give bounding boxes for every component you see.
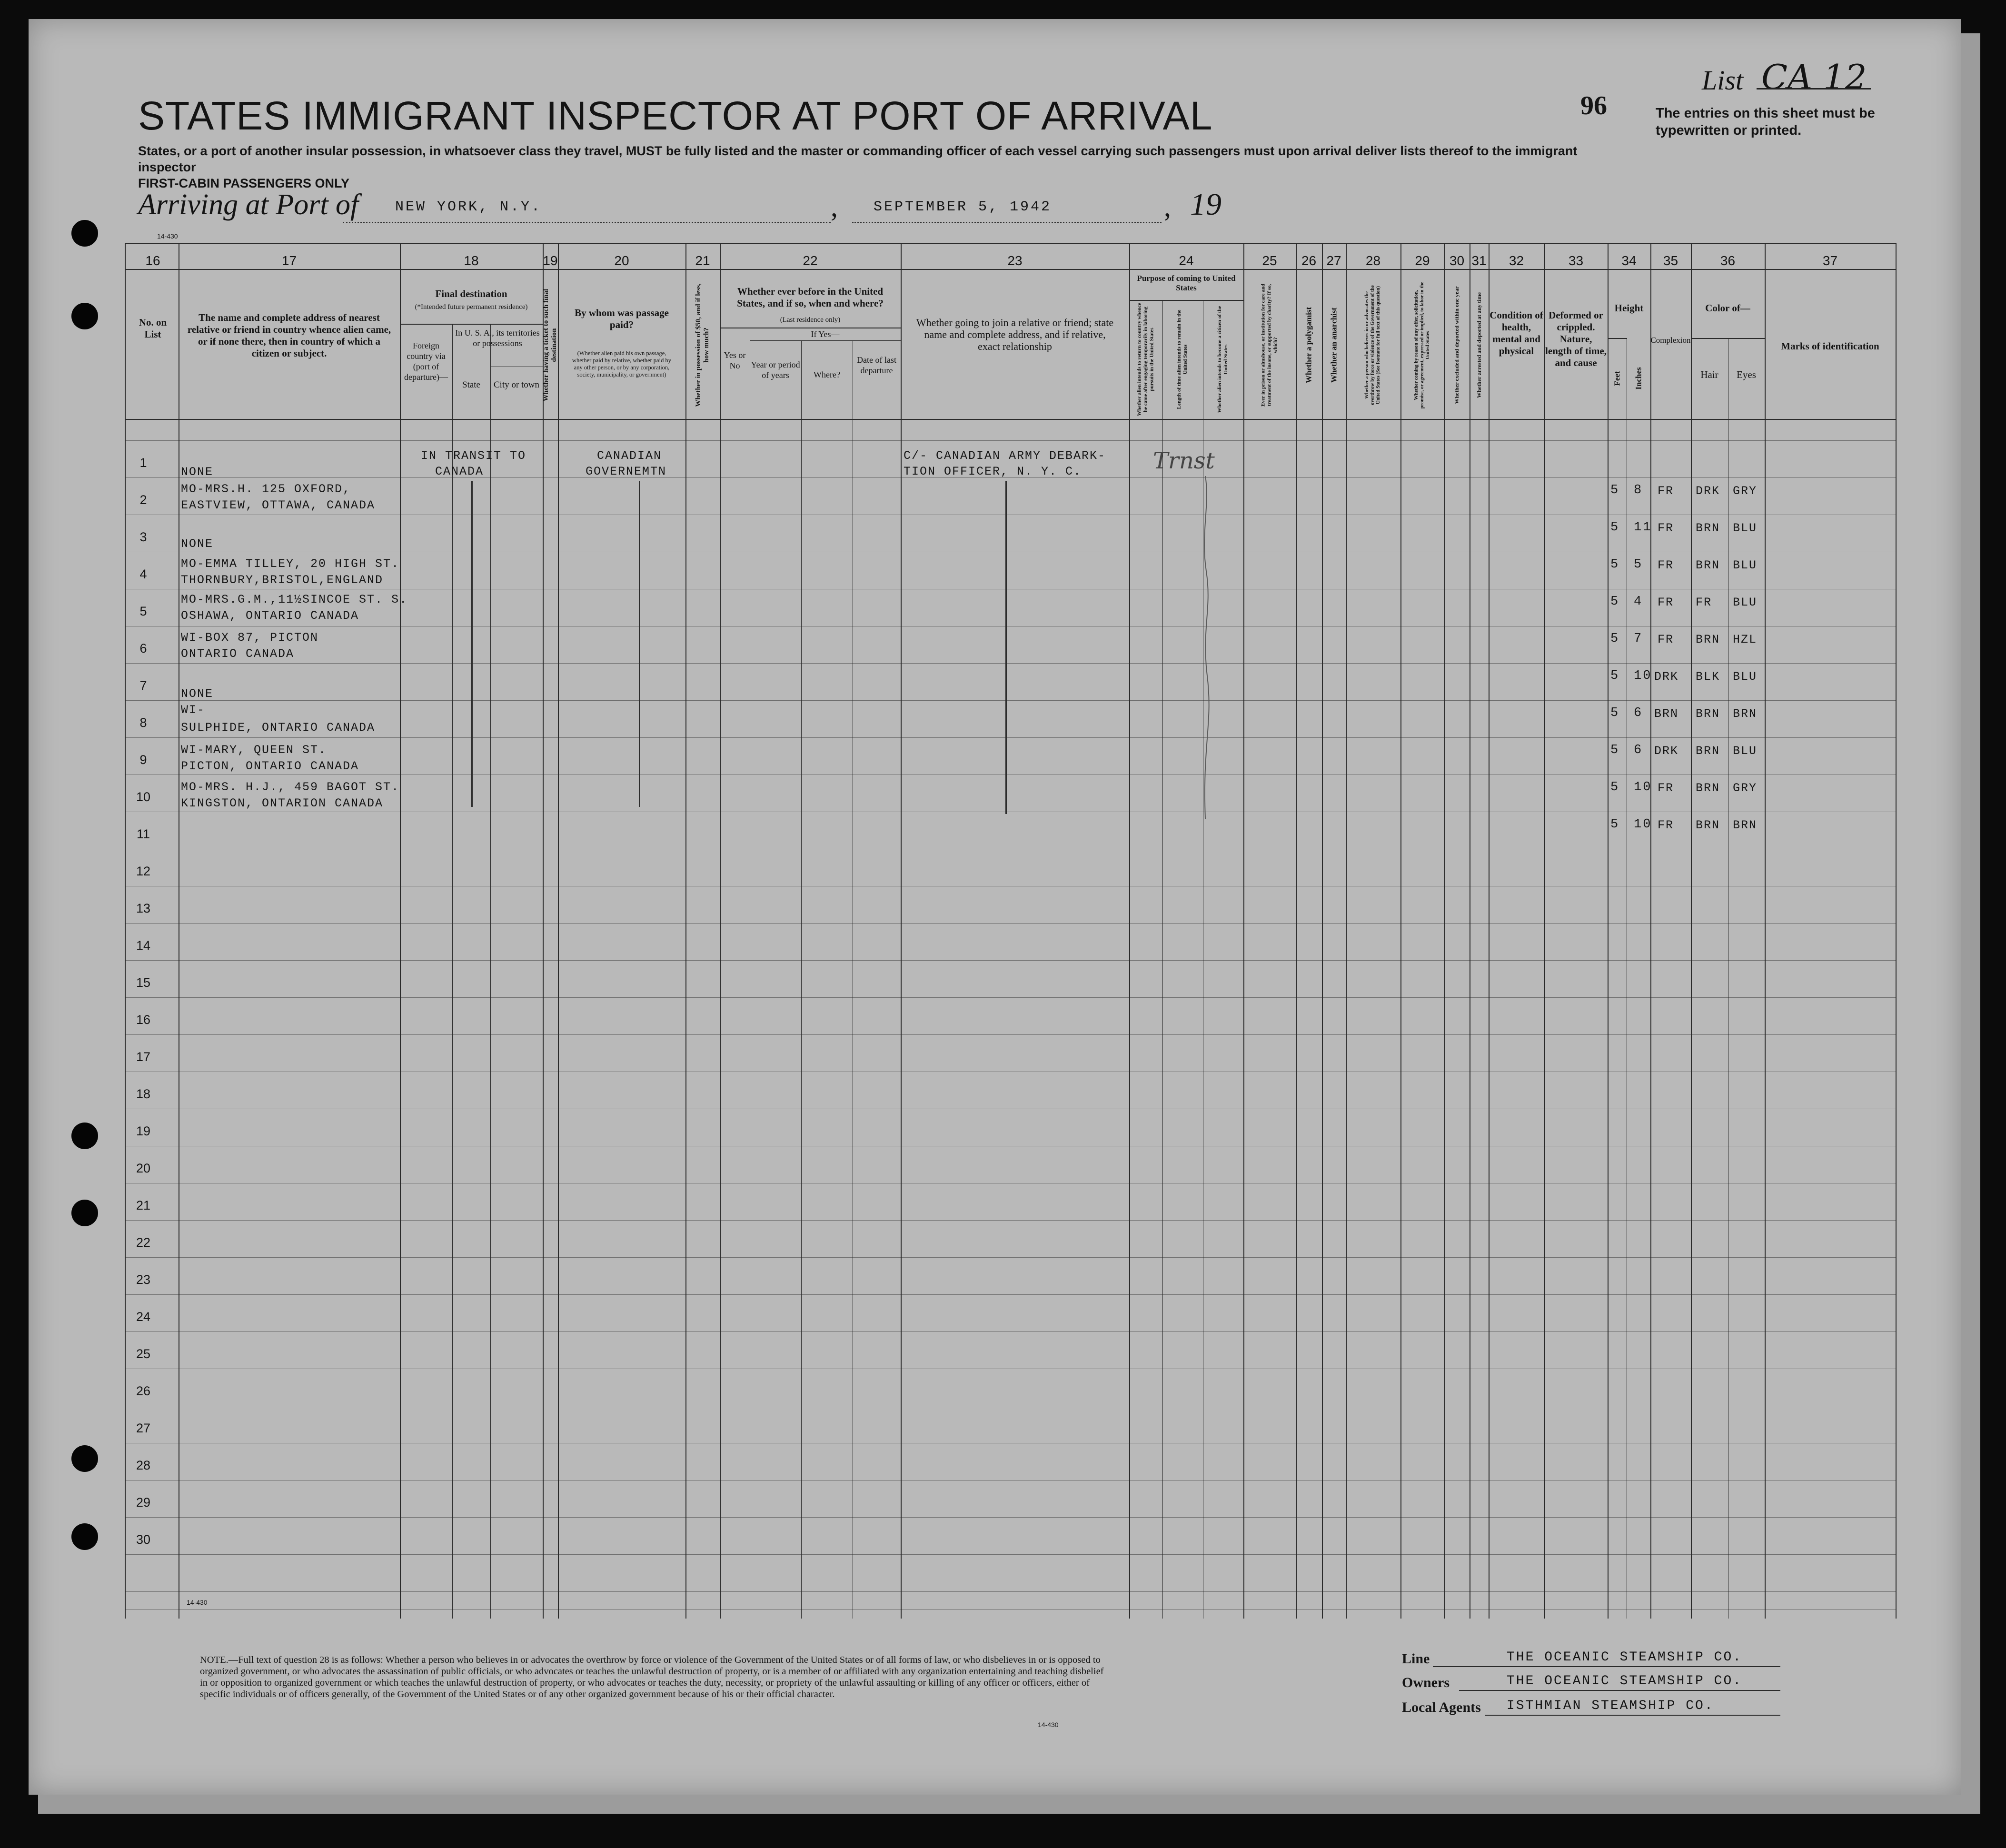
ditto-line [639,481,640,807]
header-money-text: Whether in possession of $50, and if less, how much? [695,283,710,407]
agents-value: ISTHMIAN STEAMSHIP CO. [1507,1699,1714,1713]
height-feet: 5 [1610,520,1620,535]
header-final-destination-note: (*Intended future permanent residence) [415,303,528,311]
ditto-line [471,481,473,807]
col-number: 20 [614,253,629,268]
header-inches-text: Inches [1634,367,1643,390]
col-rule [1544,243,1545,1619]
row-number: 24 [136,1310,151,1324]
header-purpose-a [1136,300,1155,419]
line-label: Line [1402,1651,1430,1667]
col-number: 37 [1822,253,1838,268]
row-number: 1 [139,456,147,470]
header-q29-text: Whether coming by reason of any offer, solicitation, promise, or agreement, expressed or implied, to labor in the United States [1414,281,1430,409]
header-anarchist-text: Whether an anarchist [1329,307,1339,383]
height-inches: 10 [1634,669,1652,683]
header-passage-note: (Whether alien paid his own passage, whether paid by relative, whether paid by any other person, or by any corporation, society, municipality, or government) [572,350,671,378]
header-q28-text: Whether a person who believes in or advocates the overthrow by force or violence of the Government of the United States (See footnote for full text of this question) [1364,285,1381,405]
col-number: 29 [1415,253,1430,268]
col-rule [1765,243,1766,1619]
row-rule [125,923,1896,924]
row-number: 3 [139,530,147,544]
owners-value: THE OCEANIC STEAMSHIP CO. [1507,1674,1743,1689]
header-condition: Condition of health, mental and physical [1490,309,1543,357]
form-number: 14-430 [187,1599,208,1606]
height-inches: 6 [1634,743,1643,757]
entries-note: The entries on this sheet must be typewritten or printed. [1656,106,1875,138]
row-number: 11 [136,827,150,841]
height-inches: 4 [1634,595,1643,609]
header-no-on-list: No. on List [139,317,167,340]
col-rule [801,340,802,1619]
line-underline [1433,1666,1780,1667]
joining-entry: TION OFFICER, N. Y. C. [904,465,1082,478]
height-feet: 5 [1610,669,1620,683]
hair-color: BRN [1696,707,1720,721]
row-number: 27 [136,1421,151,1435]
punch-hole [71,1445,98,1472]
header-prison [1260,278,1279,412]
row-number: 17 [136,1050,151,1064]
col-rule [1243,243,1244,1619]
eye-color: BLU [1733,670,1758,684]
height-feet: 5 [1610,780,1620,795]
relative-entry: OSHAWA, ONTARIO CANADA [181,609,359,623]
date-dotted-line [852,222,1162,223]
col-number: 33 [1568,253,1584,268]
instructions-text: States, or a port of another insular possession, in whatsoever class they travel, MUST be fully listed and the master or commanding officer of each vessel carrying such passengers must upon arrival deliver lists thereof to the immigrant inspector [138,144,1578,174]
relative-entry: SULPHIDE, ONTARIO CANADA [181,721,376,735]
list-number: CA 12 [1761,57,1867,97]
subheader-rule [400,324,543,325]
row-rule [125,663,1896,664]
complexion: DRK [1654,670,1679,684]
page-title: STATES IMMIGRANT INSPECTOR AT PORT OF ARRIVAL [138,93,1213,138]
height-inches: 5 [1634,557,1643,572]
header-polygamist [1299,278,1318,412]
relative-entry: THORNBURY,BRISTOL,ENGLAND [181,573,384,587]
col-number: 30 [1449,253,1465,268]
col-rule [1296,243,1297,1619]
row-number: 6 [139,641,147,656]
header-q30 [1447,278,1466,412]
col-rule [1322,243,1323,1619]
col-number: 26 [1301,253,1317,268]
comma: , [831,191,838,222]
height-feet: 5 [1610,743,1620,757]
eye-color: BLU [1733,558,1758,572]
height-inches: 10 [1634,780,1652,795]
row-number: 16 [136,1013,151,1027]
header-inches [1629,343,1648,414]
ditto-line [1005,481,1007,814]
eye-color: GRY [1733,484,1758,498]
col-rule [901,243,902,1619]
height-inches: 6 [1634,706,1643,720]
relative-entry: NONE [181,465,214,479]
header-ticket [541,278,560,412]
punch-hole [71,1123,98,1149]
port-of-arrival: NEW YORK, N.Y. [395,199,542,215]
list-underline [1757,88,1871,89]
passage-entry: GOVERNEMTN [586,465,667,478]
height-feet: 5 [1610,817,1620,832]
row-rule [125,1517,1896,1518]
row-number: 2 [139,493,147,507]
port-dotted-line [343,222,831,223]
col-rule [558,243,559,1619]
header-passage-paid: By whom was passage paid? [575,307,669,330]
row-number: 30 [136,1532,151,1547]
col-rule [1346,243,1347,1619]
header-purpose-b-text: Length of time alien intends to remain in the United States [1176,309,1188,409]
col-rule [1489,243,1490,1619]
row-number: 8 [139,715,147,730]
row-number: 13 [136,901,151,915]
agents-label: Local Agents [1402,1699,1481,1715]
eye-color: BLU [1733,596,1758,609]
row-rule [125,997,1896,998]
header-prison-text: Ever in prison or almshouse, or institution for care and treatment of the insane, or supported by charity? If so, which? [1260,283,1279,407]
complexion: FR [1658,633,1674,646]
hair-color: DRK [1696,484,1720,498]
col-rule [452,324,453,1619]
row-number: 7 [139,678,147,693]
relative-entry: MO-MRS.H. 125 OXFORD, [181,482,351,496]
col-rule [1129,243,1130,1619]
list-label: List [1702,65,1744,96]
header-state: State [462,380,480,390]
relative-entry: NONE [181,537,214,551]
col-number: 34 [1621,253,1637,268]
header-ever-before: Whether ever before in the United States, and if so, when and where? [737,286,884,309]
header-feet-text: Feet [1612,371,1622,386]
col-number: 25 [1262,253,1277,268]
col-rule [720,243,721,1619]
header-height: Height [1614,302,1644,314]
subheader-rule [750,340,901,341]
height-feet: 5 [1610,557,1620,572]
header-q28 [1363,278,1382,412]
punch-hole [71,1200,98,1226]
row-rule [125,440,1896,441]
row-rule [125,1034,1896,1035]
colnum-rule [125,269,1896,270]
height-feet: 5 [1610,632,1620,646]
header-q29 [1413,278,1432,412]
header-purpose-c [1213,300,1232,419]
row-number: 12 [136,864,151,878]
row-number: 18 [136,1087,151,1101]
col-number: 35 [1663,253,1678,268]
punch-hole [71,1523,98,1550]
punch-hole [71,220,98,247]
height-inches: 10 [1634,817,1652,832]
header-bottom-rule [125,419,1896,420]
col-rule [1896,243,1897,1619]
relative-entry: KINGSTON, ONTARION CANADA [181,796,384,810]
col-rule [685,243,686,1619]
row-number: 21 [136,1198,151,1212]
header-final-destination: Final destination [435,288,507,299]
row-rule [125,1220,1896,1221]
relative-entry: PICTON, ONTARIO CANADA [181,759,359,773]
footnote-q28: NOTE.—Full text of question 28 is as follows: Whether a person who believes in or advocates the overthrow by force or violence of the Government of the United States or of all forms of law, or who disbelieves in or is opposed to organized government, or who advocates the assassination of public officials, or who advocates or teaches the unlawful destruction of property, or is a member of or affiliated with any organization entertaining and teaching disbelief in or opposition to organized government or which teaches the unlawful destruction of property, or who advocates or teaches the duty, necessity, or propriety of the unlawful assaulting or killing of any officer or officers, either of specific individuals or of officers generally, of the Government of the United States or of any other organized government because of his or their official character. [200,1655,1104,1699]
destination-entry: IN TRANSIT TO [421,449,526,463]
row-number: 23 [136,1272,151,1287]
row-number: 5 [139,604,147,618]
header-money [693,278,712,412]
passage-entry: CANADIAN [597,449,662,463]
manifest-table [125,243,1896,1623]
col-number: 32 [1509,253,1524,268]
header-date-departure: Date of last departure [857,355,896,375]
header-purpose-b [1173,300,1192,419]
line-value: THE OCEANIC STEAMSHIP CO. [1507,1650,1743,1665]
hair-color: BRN [1696,558,1720,572]
header-q31-text: Whether arrested and deported at any time [1476,292,1482,398]
row-number: 19 [136,1124,151,1138]
row-number: 22 [136,1235,151,1250]
header-color-of: Color of— [1705,302,1750,314]
col-number: 19 [543,253,558,268]
header-city: City or town [493,380,540,390]
header-eyes: Eyes [1737,369,1756,380]
header-yes-no: Yes or No [724,350,746,370]
destination-entry: CANADA [435,465,484,478]
complexion: FR [1658,818,1674,832]
height-inches: 7 [1634,632,1643,646]
row-rule [125,700,1896,701]
row-number: 28 [136,1458,151,1472]
header-q30-text: Whether excluded and deported within one year [1453,286,1460,404]
col-number: 36 [1720,253,1736,268]
header-feet [1608,343,1627,414]
complexion: FR [1658,596,1674,609]
subheader-rule [1608,338,1627,339]
handwritten-purpose: Trnst [1153,447,1215,474]
row-number: 29 [136,1495,151,1510]
form-number: 14-430 [1038,1721,1059,1729]
col-number: 31 [1471,253,1487,268]
row-number: 26 [136,1384,151,1398]
row-rule [125,1331,1896,1332]
header-hair: Hair [1700,369,1718,380]
header-ticket-text: Whether having a ticket to such final destination [542,288,558,402]
eye-color: BRN [1733,707,1758,721]
col-rule [1162,300,1163,1619]
complexion: FR [1658,484,1674,498]
eye-color: GRY [1733,781,1758,795]
hair-color: FR [1696,596,1712,609]
row-rule [125,1591,1896,1592]
punch-hole [71,303,98,329]
header-q31 [1470,278,1489,412]
header-join-relative: Whether going to join a relative or friend; state name and complete address, and if relative, exact relationship [916,317,1114,352]
col-number: 16 [145,253,160,268]
col-number: 22 [803,253,818,268]
cabin-class: FIRST-CABIN PASSENGERS ONLY [138,176,350,190]
height-inches: 11 [1634,520,1652,535]
header-in-usa: In U. S. A., its territories or possessions [455,328,540,348]
header-where: Where? [814,370,840,379]
agents-underline [1485,1715,1780,1716]
eye-color: BLU [1733,744,1758,758]
table-top-rule [125,243,1896,244]
row-number: 10 [136,790,151,804]
relative-entry: WI- [181,703,206,717]
row-rule [125,960,1896,961]
pencil-ditto-squiggle [1196,476,1215,824]
year-prefix: 19 [1190,187,1221,222]
owners-label: Owners [1402,1675,1450,1690]
hair-color: BRN [1696,633,1720,646]
hair-color: BRN [1696,818,1720,832]
hair-color: BRN [1696,744,1720,758]
relative-entry: ONTARIO CANADA [181,647,295,661]
height-inches: 8 [1634,483,1643,497]
complexion: FR [1658,558,1674,572]
relative-entry: NONE [181,687,214,701]
header-nearest-relative: The name and complete address of nearest relative or friend in country whence alien came, or if none there, then in country of which a citizen or subject. [187,312,391,359]
row-number: 15 [136,975,151,990]
col-rule [1650,243,1651,1619]
comma: , [1164,191,1171,222]
relative-entry: WI-BOX 87, PICTON [181,631,319,645]
col-number: 21 [695,253,710,268]
arriving-label: Arriving at Port of [138,189,359,221]
eye-color: HZL [1733,633,1758,646]
row-number: 4 [139,567,147,581]
row-number: 9 [139,753,147,767]
hair-color: BLK [1696,670,1720,684]
col-number: 24 [1179,253,1194,268]
col-rule [125,243,126,1619]
col-rule [1691,243,1692,1619]
height-feet: 5 [1610,483,1620,497]
col-rule [543,243,544,1619]
col-number: 28 [1365,253,1381,268]
header-if-yes: If Yes— [811,329,840,339]
row-rule [125,1294,1896,1295]
col-number: 23 [1007,253,1023,268]
hair-color: BRN [1696,521,1720,535]
complexion: BRN [1654,707,1679,721]
col-number: 17 [281,253,297,268]
row-rule [125,1257,1896,1258]
page-number: 96 [1580,91,1607,120]
row-number: 14 [136,938,151,953]
eye-color: BRN [1733,818,1758,832]
header-complexion: Complexion [1650,336,1691,345]
relative-entry: MO-EMMA TILLEY, 20 HIGH ST. [181,557,400,571]
header-period: Year or period of years [751,360,800,380]
col-rule [490,324,491,1619]
row-rule [125,1609,1896,1610]
col-rule [1400,243,1401,1619]
header-marks: Marks of identification [1781,340,1879,352]
col-rule [400,243,401,1619]
row-number: 20 [136,1161,151,1175]
header-purpose-c-text: Whether alien intends to become a citizen of the United States [1217,306,1229,413]
arrival-date: SEPTEMBER 5, 1942 [874,199,1052,215]
header-last-residence: (Last residence only) [780,316,841,324]
complexion: FR [1658,781,1674,795]
form-number: 14-430 [157,232,178,240]
row-rule [125,737,1896,738]
complexion: FR [1658,521,1674,535]
height-feet: 5 [1610,706,1620,720]
header-anarchist [1324,278,1343,412]
complexion: DRK [1654,744,1679,758]
header-purpose-a-text: Whether alien intends to return to country whence he came after engaging temporarily in laboring pursuits in the United States [1136,303,1155,416]
hair-color: BRN [1696,781,1720,795]
header-deformed: Deformed or crippled. Nature, length of time, and cause [1545,309,1607,368]
header-purpose: Purpose of coming to United States [1137,274,1236,292]
height-feet: 5 [1610,595,1620,609]
joining-entry: C/- CANADIAN ARMY DEBARK- [904,449,1106,463]
col-number: 18 [464,253,479,268]
relative-entry: MO-MRS.G.M.,11½SINCOE ST. S. [181,593,408,606]
col-number: 27 [1326,253,1341,268]
col-rule [1608,243,1609,1619]
row-rule [125,1554,1896,1555]
owners-underline [1459,1690,1780,1691]
row-number: 25 [136,1347,151,1361]
header-foreign-country: Foreign country via (port of departure)— [404,341,448,382]
instructions [138,143,1590,191]
relative-entry: EASTVIEW, OTTAWA, CANADA [181,498,376,512]
eye-color: BLU [1733,521,1758,535]
relative-entry: MO-MRS. H.J., 459 BAGOT ST. [181,780,400,794]
col-rule [1444,243,1445,1619]
relative-entry: WI-MARY, QUEEN ST. [181,743,327,757]
header-polygamist-text: Whether a polygamist [1304,307,1313,384]
